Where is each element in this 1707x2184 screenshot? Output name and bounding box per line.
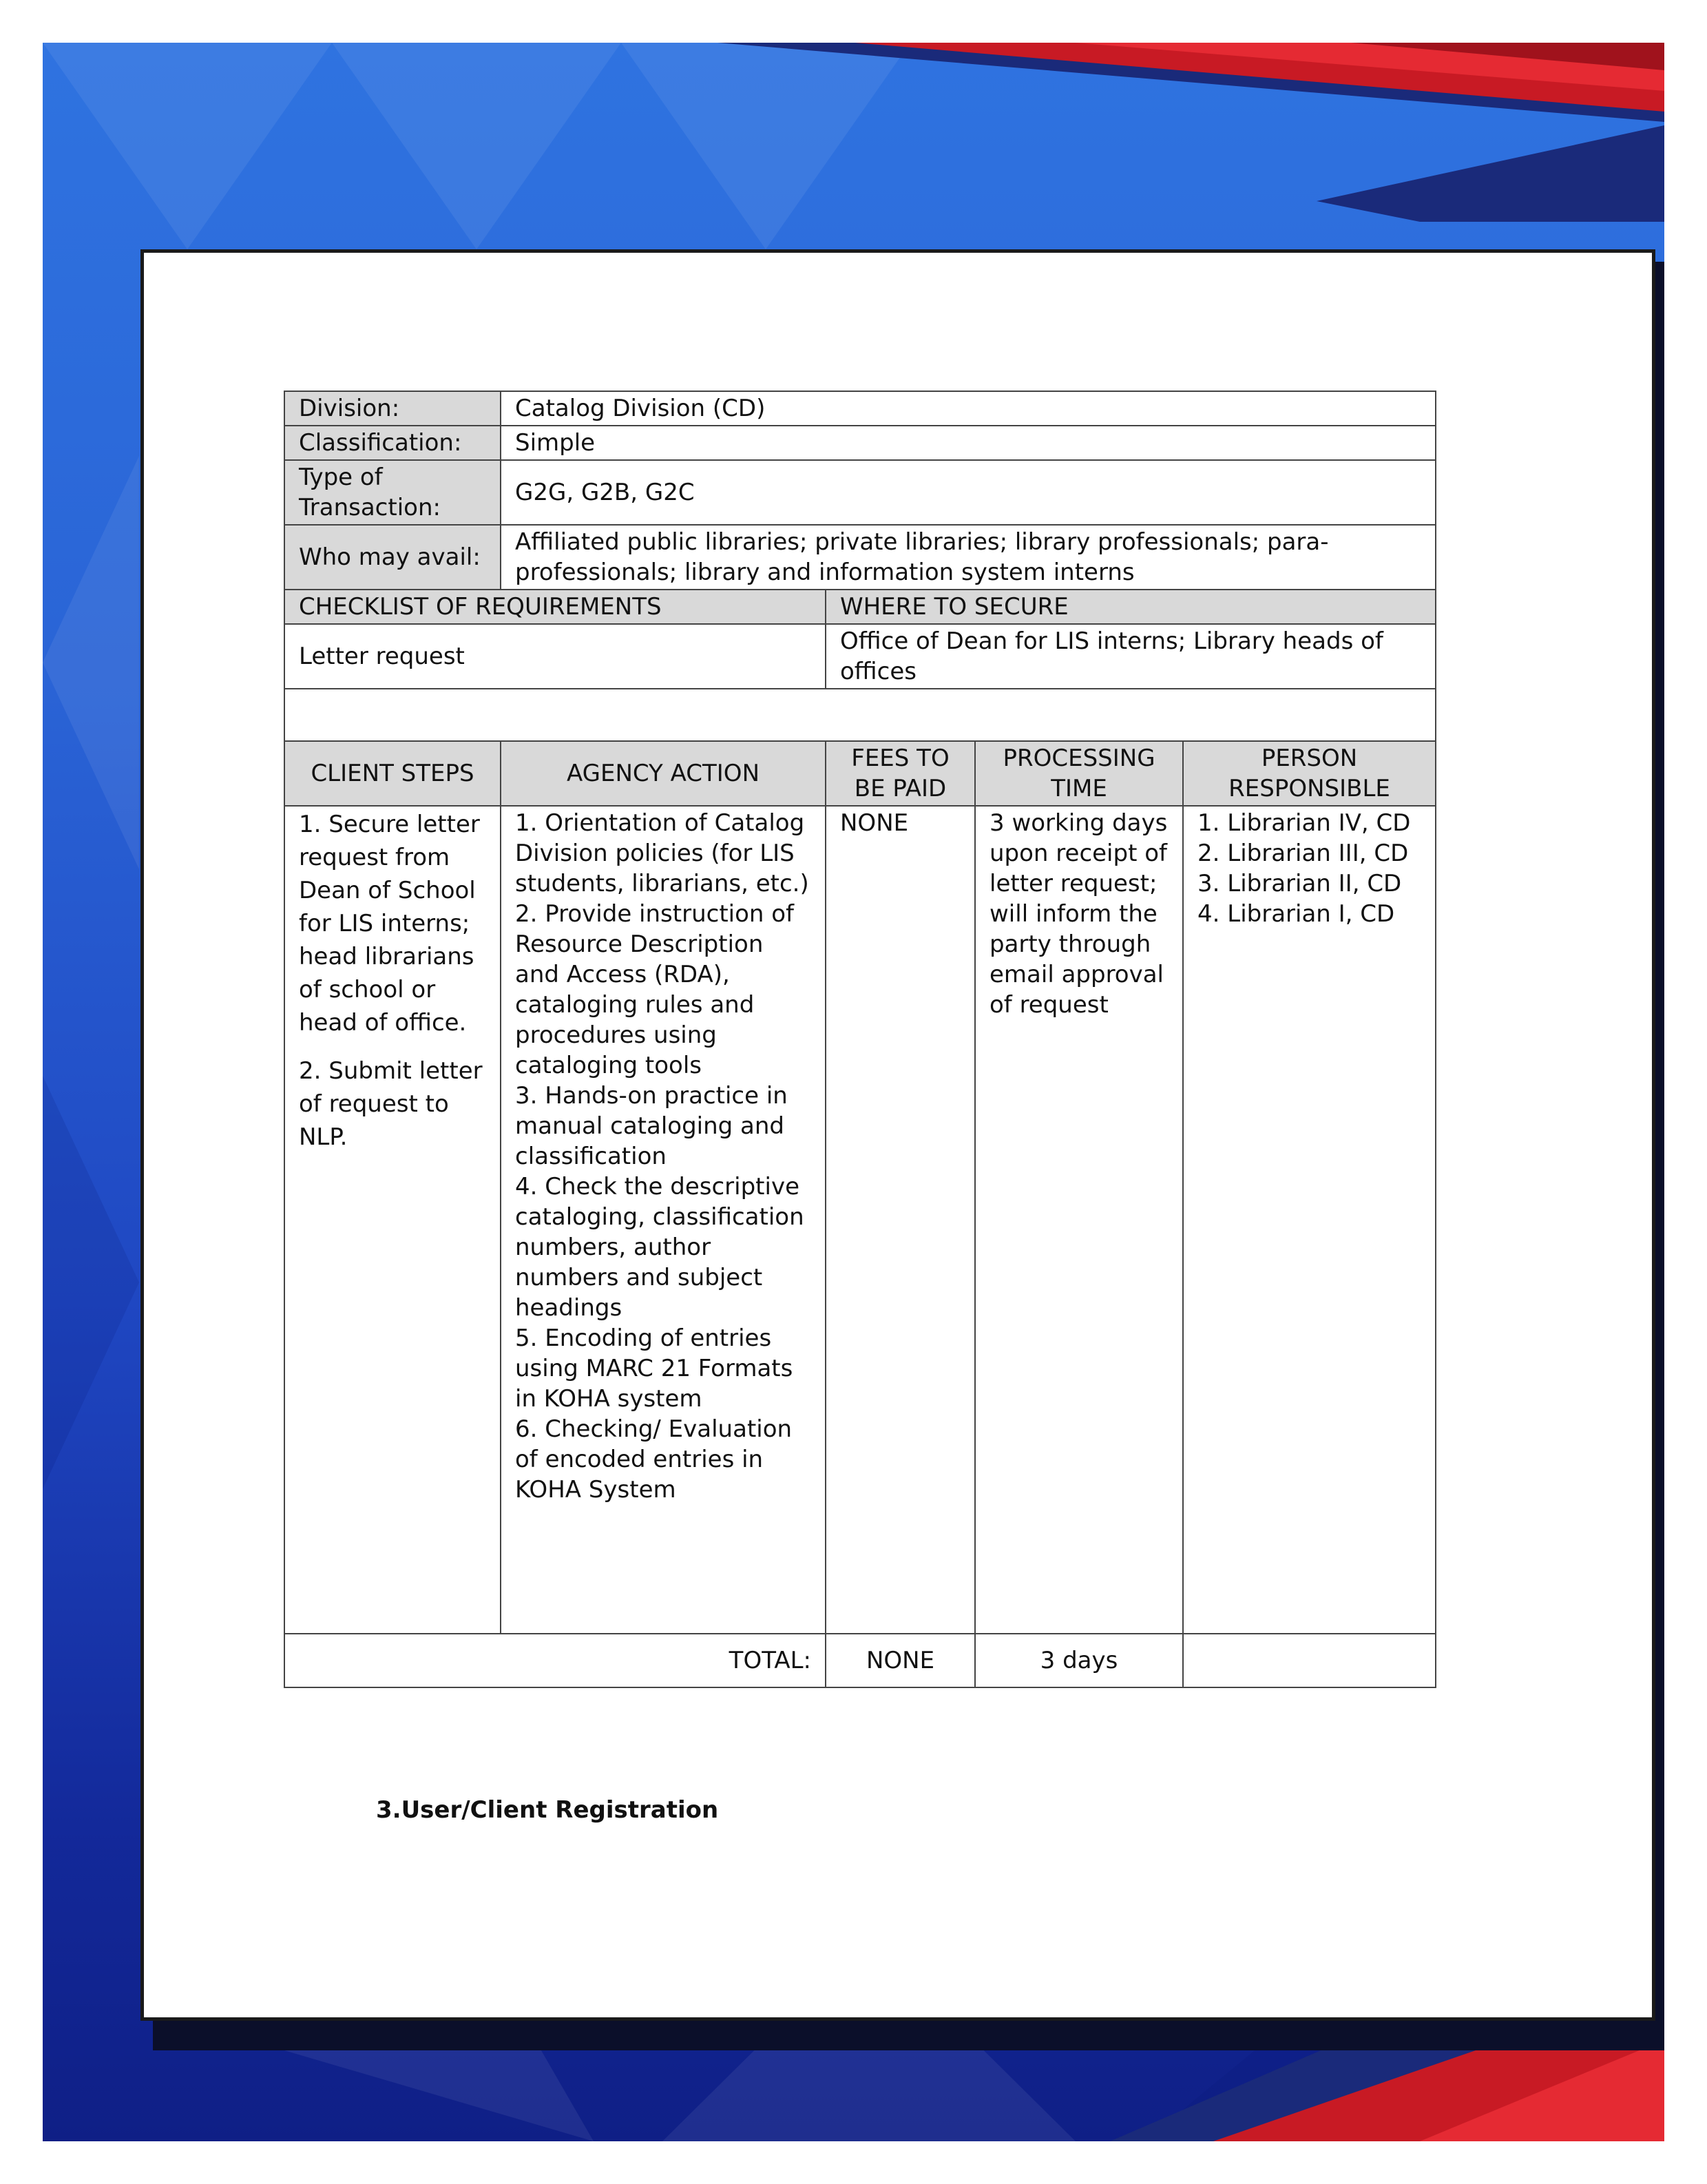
checklist-header: CHECKLIST OF REQUIREMENTS bbox=[284, 590, 826, 624]
section-title: 3.User/Client Registration bbox=[376, 1796, 719, 1824]
client-step-1: 1. Secure letter request from Dean of School for LIS interns; head librarians of school or head of office. bbox=[299, 811, 480, 1037]
where-to-secure-header: WHERE TO SECURE bbox=[826, 590, 1436, 624]
col-agency-action: AGENCY ACTION bbox=[501, 741, 826, 806]
classification-label: Classification: bbox=[284, 426, 501, 460]
spacer-row bbox=[284, 689, 1436, 741]
client-steps-cell bbox=[284, 806, 501, 1634]
processing-time-cell: 3 working days upon receipt of letter request; will inform the party through email approval of request bbox=[975, 806, 1183, 1634]
requirement-item: Letter request bbox=[284, 624, 826, 689]
person-responsible-cell: 1. Librarian IV, CD 2. Librarian III, CD 3. Librarian II, CD 4. Librarian I, CD bbox=[1183, 806, 1436, 1634]
classification-value: Simple bbox=[501, 426, 1436, 460]
total-time: 3 days bbox=[975, 1634, 1183, 1687]
col-client-steps: CLIENT STEPS bbox=[284, 741, 501, 806]
agency-action-cell: 1. Orientation of Catalog Division policies (for LIS students, librarians, etc.) 2. Provide instruction of Resource Description and Access (RDA), cataloging rules and procedures using cataloging tools 3. Hands-on practice in manual cataloging and classification 4. Check the descriptive cataloging, classification numbers, author numbers and subject headings 5. Encoding of entries using MARC 21 Formats in KOHA system 6. Checking/ Evaluation of encoded entries in KOHA System bbox=[501, 806, 826, 1634]
transaction-type-label: Type of Transaction: bbox=[284, 460, 501, 525]
total-fees: NONE bbox=[826, 1634, 975, 1687]
division-value: Catalog Division (CD) bbox=[501, 391, 1436, 426]
citizen-charter-table bbox=[284, 391, 1436, 1688]
who-may-avail-value: Affiliated public libraries; private libraries; library professionals; para-professionals; library and information system interns bbox=[501, 525, 1436, 590]
col-person-responsible: PERSON RESPONSIBLE bbox=[1183, 741, 1436, 806]
transaction-type-value: G2G, G2B, G2C bbox=[501, 460, 1436, 525]
total-label: TOTAL: bbox=[284, 1634, 826, 1687]
col-processing-time: PROCESSING TIME bbox=[975, 741, 1183, 806]
division-label: Division: bbox=[284, 391, 501, 426]
fees-cell: NONE bbox=[826, 806, 975, 1634]
total-person bbox=[1183, 1634, 1436, 1687]
who-may-avail-label: Who may avail: bbox=[284, 525, 501, 590]
requirement-source: Office of Dean for LIS interns; Library heads of offices bbox=[826, 624, 1436, 689]
client-step-2: 2. Submit letter of request to NLP. bbox=[299, 1057, 483, 1151]
col-fees: FEES TO BE PAID bbox=[826, 741, 975, 806]
